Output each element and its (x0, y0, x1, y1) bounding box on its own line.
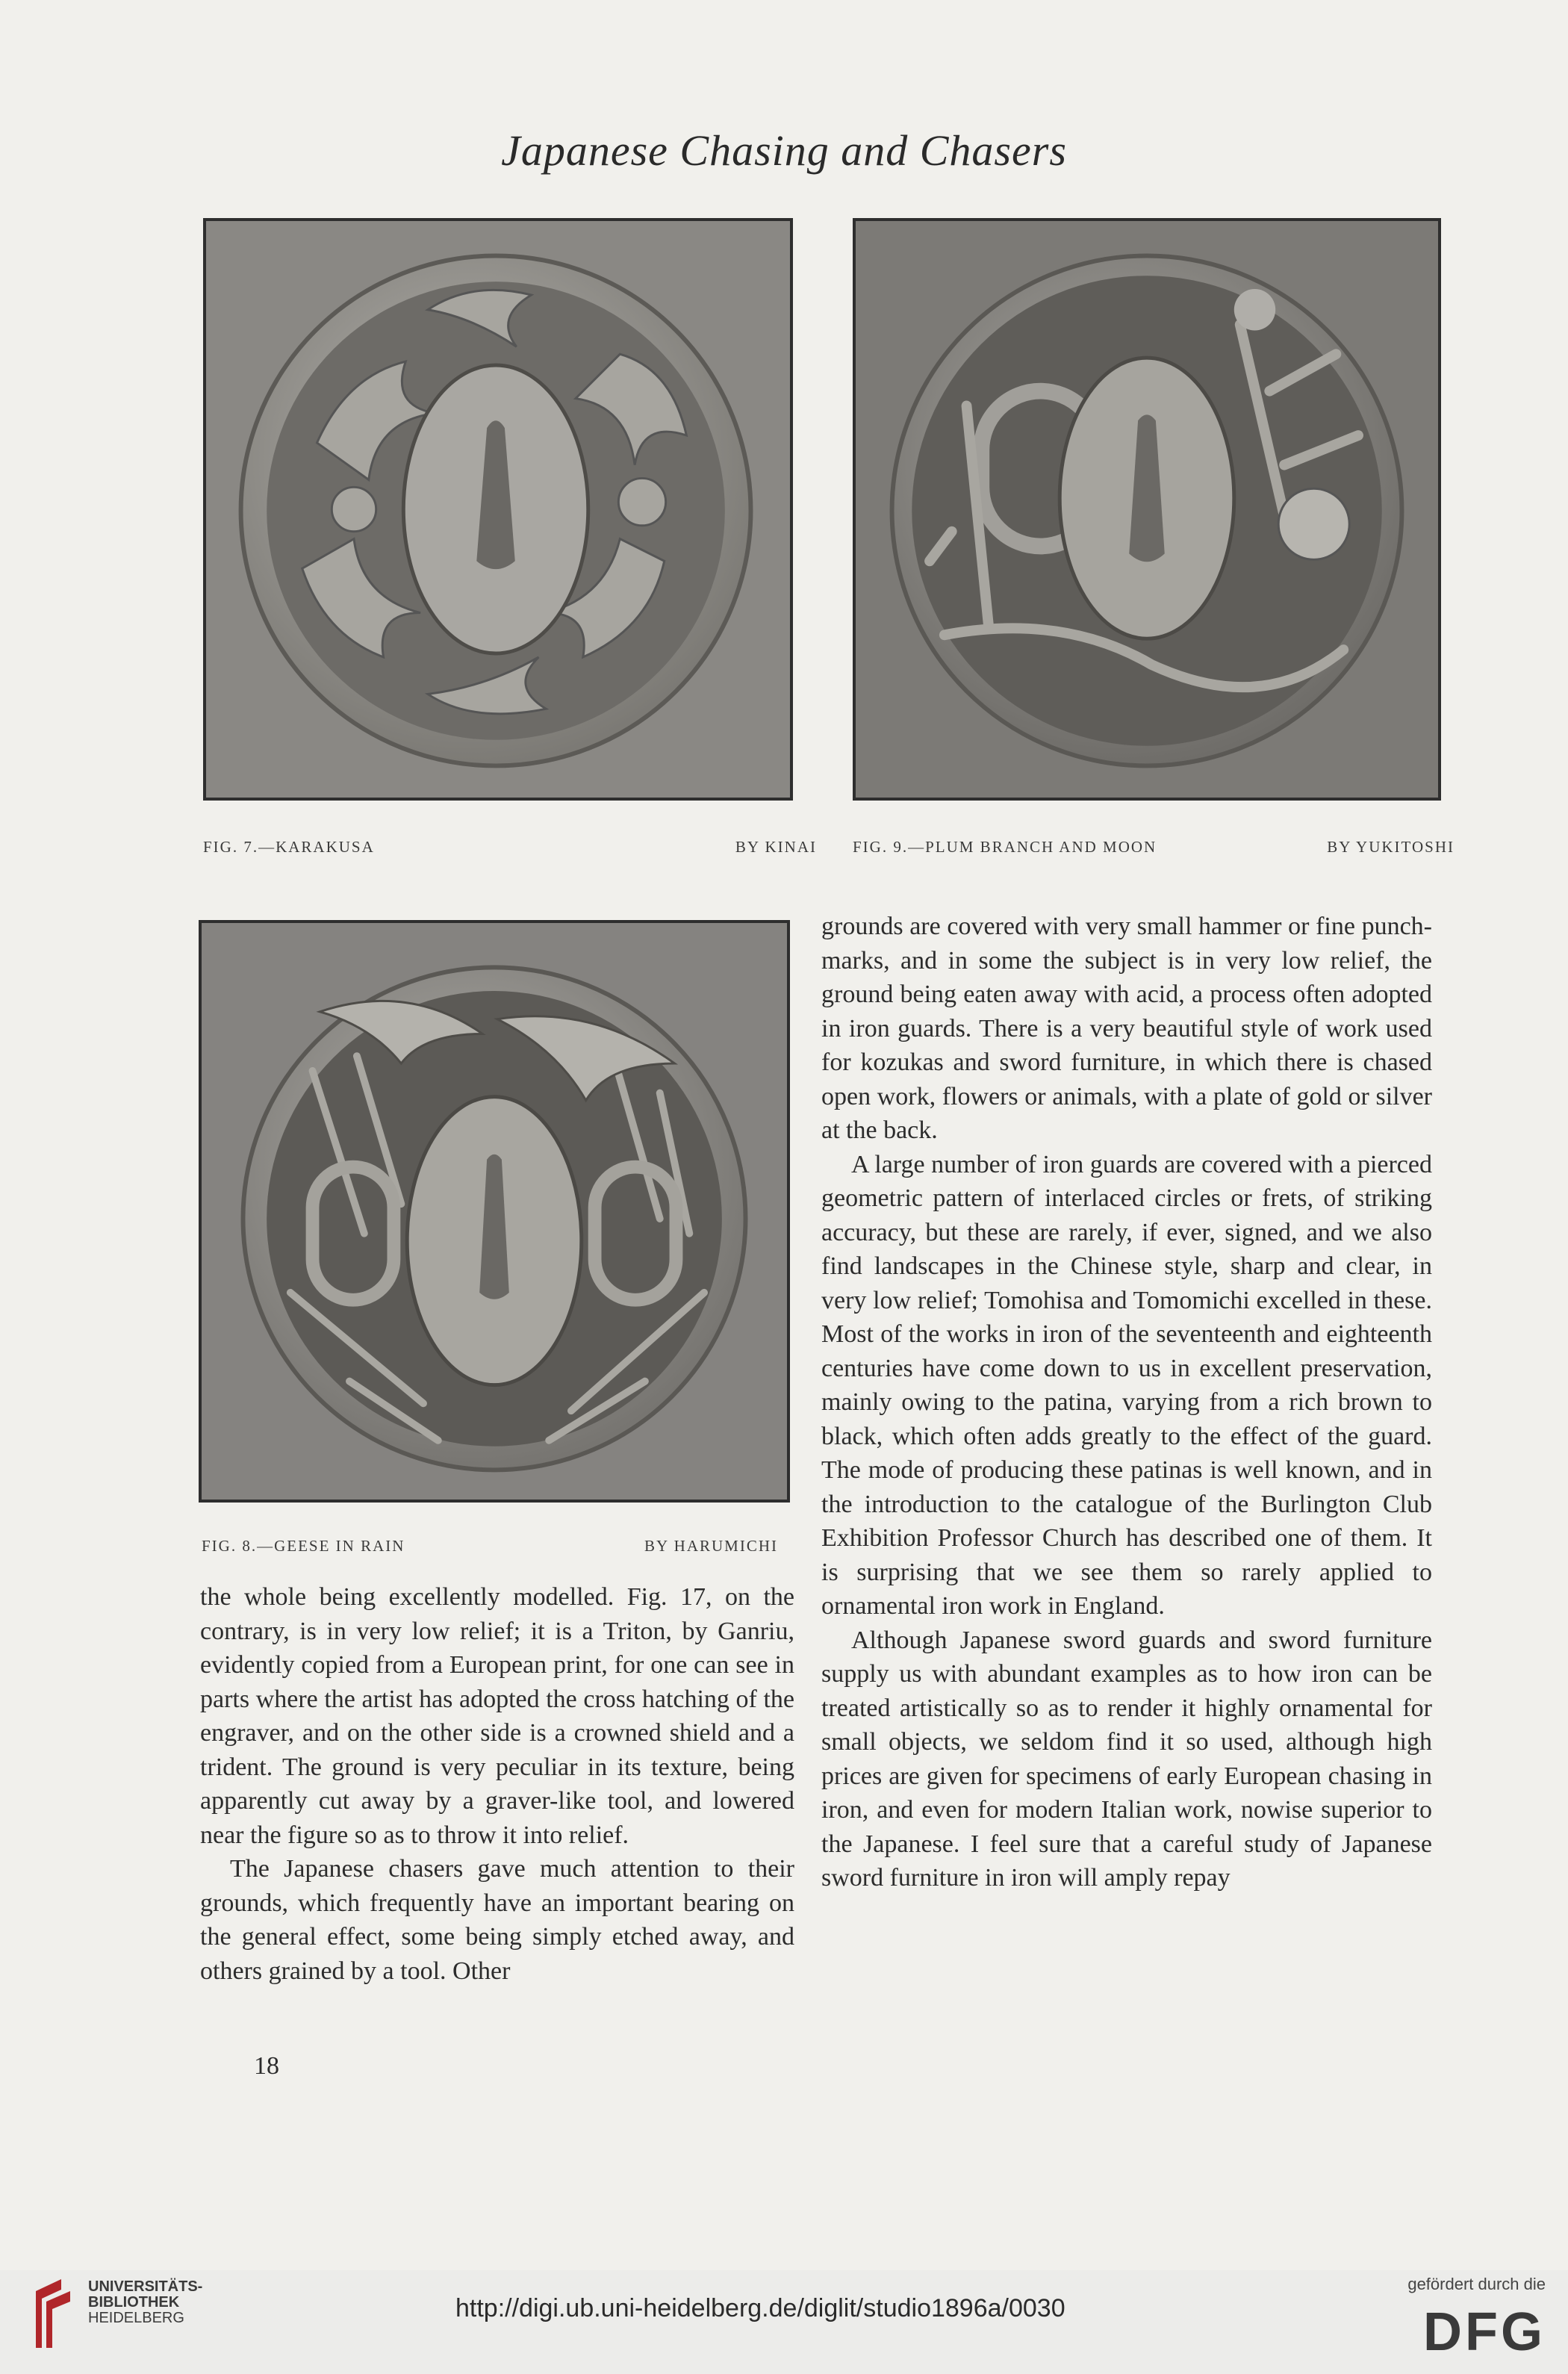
institution-line-2: BIBLIOTHEK (88, 2294, 180, 2311)
figure-8-caption (202, 1537, 778, 1559)
figure-7-karakusa-image (203, 218, 793, 801)
right-paragraph-2: A large number of iron guards are covered with a pierced geometric pattern of interlaced circles or frets, of striking accuracy, but these are rarely, if ever, signed, and we also find landscapes in the Chinese style, sharp and clear, in very low relief; Tomohisa and Tomomichi excelled in these. Most of the works in iron of the seventeenth and eighteenth centuries have come down to us in excellent preservation, mainly owing to the patina, varying from a rich brown to black, which often adds greatly to the effect of the guard. The mode of producing these patinas is well known, and in the introduction to the catalogue of the Burlington Club Exhibition Professor Church has described one of them. It is surprising that we see them so rarely applied to ornamental iron work in England. (821, 1150, 1432, 1620)
institution-line-3: HEIDELBERG (88, 2310, 184, 2326)
figure-8-geese-in-rain-image (199, 920, 790, 1503)
funded-by-label: gefördert durch die (1407, 2275, 1546, 2293)
figure-9-plum-branch-image (853, 218, 1441, 801)
right-column-text (821, 910, 1432, 1895)
figure-7-label: FIG. 7.—KARAKUSA (203, 838, 375, 856)
institution-line-1: UNIVERSITÄTS- (88, 2278, 203, 2295)
figure-9-label: FIG. 9.—PLUM BRANCH AND MOON (853, 838, 1157, 856)
dfg-logo: DFG (1423, 2302, 1546, 2362)
left-paragraph-2: The Japanese chasers gave much attention to their grounds, which frequently have an important bearing on the general effect, some being simply etched away, and others grained by a tool. Other (200, 1855, 794, 1985)
institution-name (88, 2279, 202, 2326)
running-title: Japanese Chasing and Chasers (501, 126, 1067, 175)
figure-8-artist: BY HARUMICHI (644, 1537, 778, 1555)
university-library-logo-icon (31, 2276, 75, 2351)
source-url-link[interactable]: http://digi.ub.uni-heidelberg.de/diglit/studio1896a/0030 (455, 2294, 1065, 2322)
figure-7-artist: BY KINAI (735, 838, 817, 856)
figure-7-caption (203, 838, 817, 860)
figure-9-artist: BY YUKITOSHI (1327, 838, 1455, 856)
right-paragraph-3: Although Japanese sword guards and sword furniture supply us with abundant examples as to how iron can be treated artistically so as to render it highly ornamental for small objects, we seldom find it so used, although high prices are given for specimens of early European chasing in iron, and even for modern Italian work, nowise superior to the Japanese. I feel sure that a careful study of Japanese sword furniture in iron will amply repay (821, 1626, 1432, 1892)
figure-8-label: FIG. 8.—GEESE IN RAIN (202, 1537, 405, 1555)
figure-9-caption (853, 838, 1455, 860)
page-number: 18 (254, 2052, 279, 2080)
right-paragraph-1: grounds are covered with very small hammer or fine punch-marks, and in some the subject is in very low relief, the ground being eaten away with acid, a process often adopted in iron guards. There is a very beautiful style of work used for kozukas and sword furniture, in which there is chased open work, flowers or animals, with a plate of gold or silver at the back. (821, 913, 1432, 1144)
left-column-text (200, 1580, 794, 1988)
left-paragraph-1: the whole being excellently modelled. Fig. 17, on the contrary, is in very low relief; it is a Triton, by Ganriu, evidently copied from a European print, for one can see in parts where the artist has adopted the cross hatching of the engraver, and on the other side is a crowned shield and a trident. The ground is very peculiar in its texture, being apparently cut away by a graver-like tool, and lowered near the figure so as to throw it into relief. (200, 1583, 794, 1849)
